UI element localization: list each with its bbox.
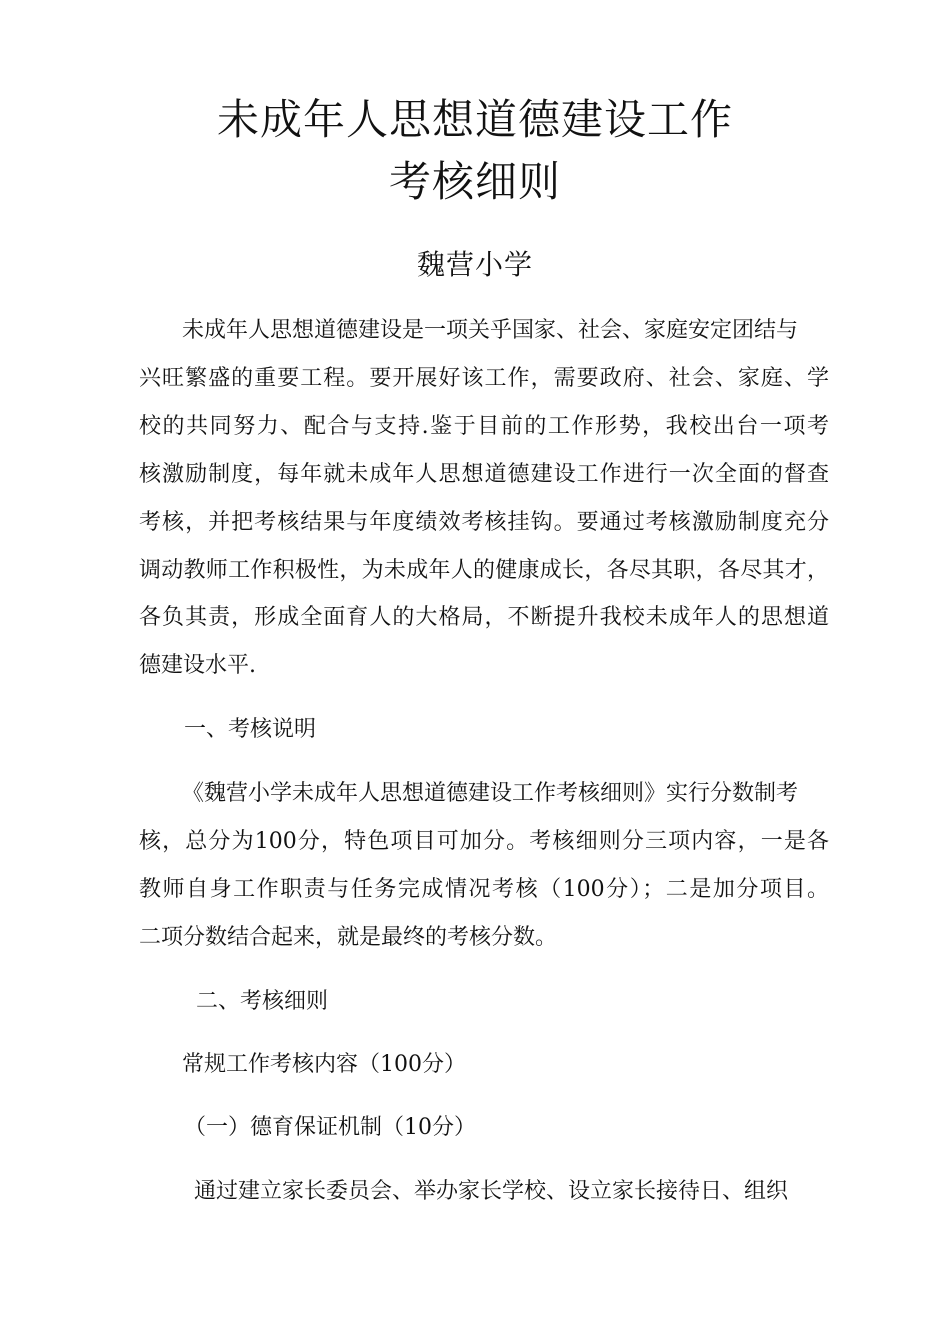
school-name: 魏营小学	[416, 248, 533, 281]
intro-line: 校的共同努力、配合与支持.鉴于目前的工作形势，我校出台一项考	[139, 414, 829, 439]
routine-heading: 常规工作考核内容（100分）	[182, 1052, 466, 1077]
section1-line: 《魏营小学未成年人思想道德建设工作考核细则》实行分数制考	[182, 781, 799, 806]
intro-line: 德建设水平.	[139, 653, 256, 678]
item1-line: 通过建立家长委员会、举办家长学校、设立家长接待日、组织	[194, 1179, 789, 1204]
item1-heading: （一）德育保证机制（10分）	[184, 1115, 476, 1140]
document-title-line-2: 考核细则	[388, 157, 561, 206]
section1-line: 二项分数结合起来，就是最终的考核分数。	[139, 925, 558, 950]
document-title-line-1: 未成年人思想道德建设工作	[216, 95, 733, 144]
section1-line: 核，总分为100分，特色项目可加分。考核细则分三项内容，一是各	[139, 829, 829, 854]
section-heading-1: 一、考核说明	[184, 717, 317, 742]
intro-line: 核激励制度，每年就未成年人思想道德建设工作进行一次全面的督查	[139, 462, 829, 487]
intro-line: 各负其责，形成全面育人的大格局，不断提升我校未成年人的思想道	[139, 605, 829, 630]
intro-line: 考核，并把考核结果与年度绩效考核挂钩。要通过考核激励制度充分	[139, 510, 829, 535]
intro-line: 未成年人思想道德建设是一项关乎国家、社会、家庭安定团结与	[182, 318, 799, 343]
section-heading-2: 二、考核细则	[196, 989, 329, 1014]
intro-line: 兴旺繁盛的重要工程。要开展好该工作，需要政府、社会、家庭、学	[139, 366, 829, 391]
intro-line: 调动教师工作积极性，为未成年人的健康成长，各尽其职，各尽其才，	[139, 558, 829, 583]
section1-line: 教师自身工作职责与任务完成情况考核（100分）；二是加分项目。	[139, 877, 829, 902]
